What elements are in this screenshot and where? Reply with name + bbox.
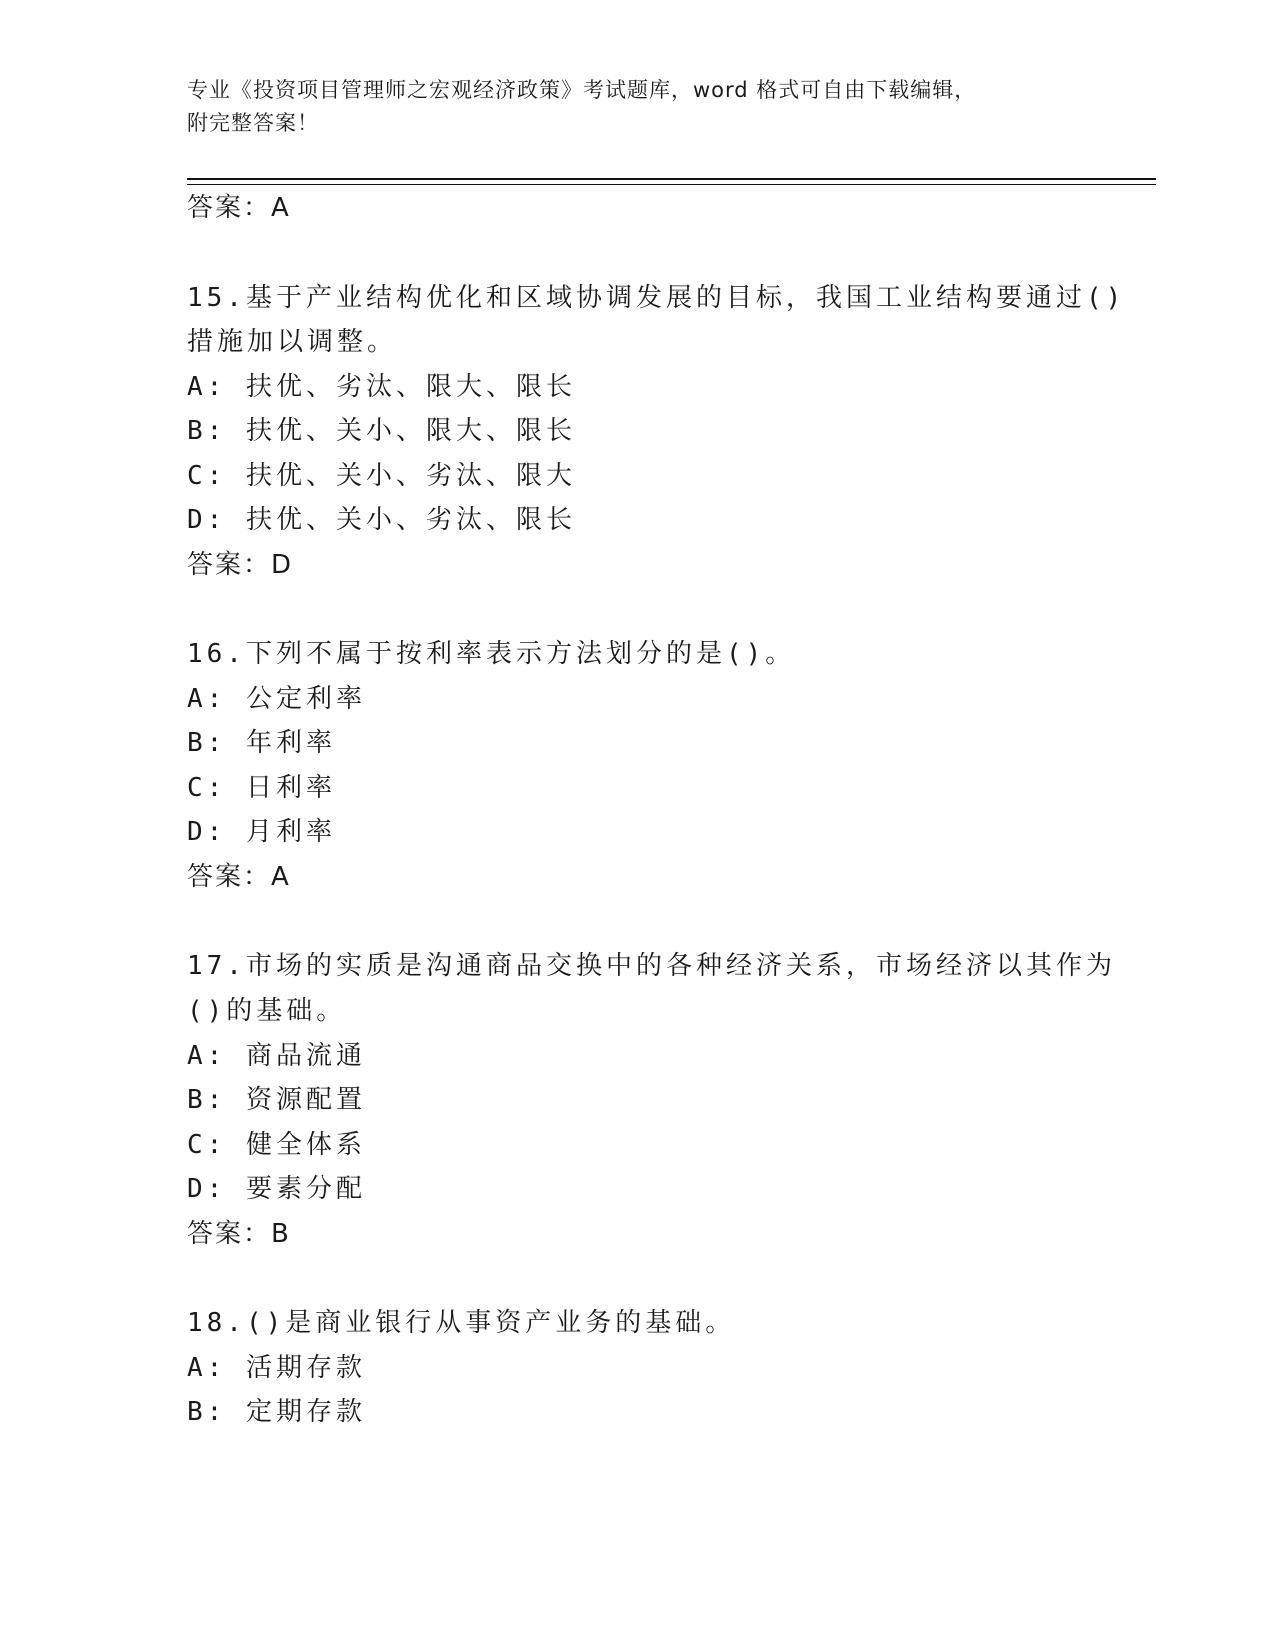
question-17-option-d: D: 要素分配 [187, 1174, 366, 1204]
header-divider [187, 178, 1156, 185]
header-line-2: 附完整答案！ [187, 111, 319, 135]
question-18-stem-line-1: 18.()是商业银行从事资产业务的基础。 [187, 1308, 736, 1338]
question-15-option-a: A: 扶优、劣汰、限大、限长 [187, 372, 576, 402]
question-16-stem-line-1: 16.下列不属于按利率表示方法划分的是()。 [187, 639, 796, 669]
question-16-option-a: A: 公定利率 [187, 684, 366, 714]
question-15-option-c: C: 扶优、关小、劣汰、限大 [187, 461, 576, 491]
question-15-stem-line-2: 措施加以调整。 [187, 327, 398, 357]
question-18-option-b: B: 定期存款 [187, 1397, 366, 1427]
question-18-option-a: A: 活期存款 [187, 1353, 366, 1383]
page-header [187, 74, 1067, 140]
question-17-option-b: B: 资源配置 [187, 1085, 366, 1115]
question-17-option-c: C: 健全体系 [187, 1130, 366, 1160]
question-16-option-b: B: 年利率 [187, 728, 336, 758]
header-line-1: 专业《投资项目管理师之宏观经济政策》考试题库，word 格式可自由下载编辑， [187, 78, 977, 102]
question-15-option-d: D: 扶优、关小、劣汰、限长 [187, 505, 576, 535]
answer-line: 答案：A [187, 193, 291, 223]
question-17-stem-line-1: 17.市场的实质是沟通商品交换中的各种经济关系，市场经济以其作为 [187, 951, 1116, 981]
question-16-option-d: D: 月利率 [187, 817, 336, 847]
question-16-option-c: C: 日利率 [187, 773, 336, 803]
question-17-stem-line-2: ()的基础。 [187, 996, 347, 1026]
question-17-answer: 答案：B [187, 1219, 291, 1249]
question-15-option-b: B: 扶优、关小、限大、限长 [187, 416, 576, 446]
question-16-answer: 答案：A [187, 862, 291, 892]
question-17-option-a: A: 商品流通 [187, 1041, 366, 1071]
question-15-answer: 答案：D [187, 550, 294, 580]
question-15-stem-line-1: 15.基于产业结构优化和区域协调发展的目标，我国工业结构要通过() [187, 283, 1126, 313]
